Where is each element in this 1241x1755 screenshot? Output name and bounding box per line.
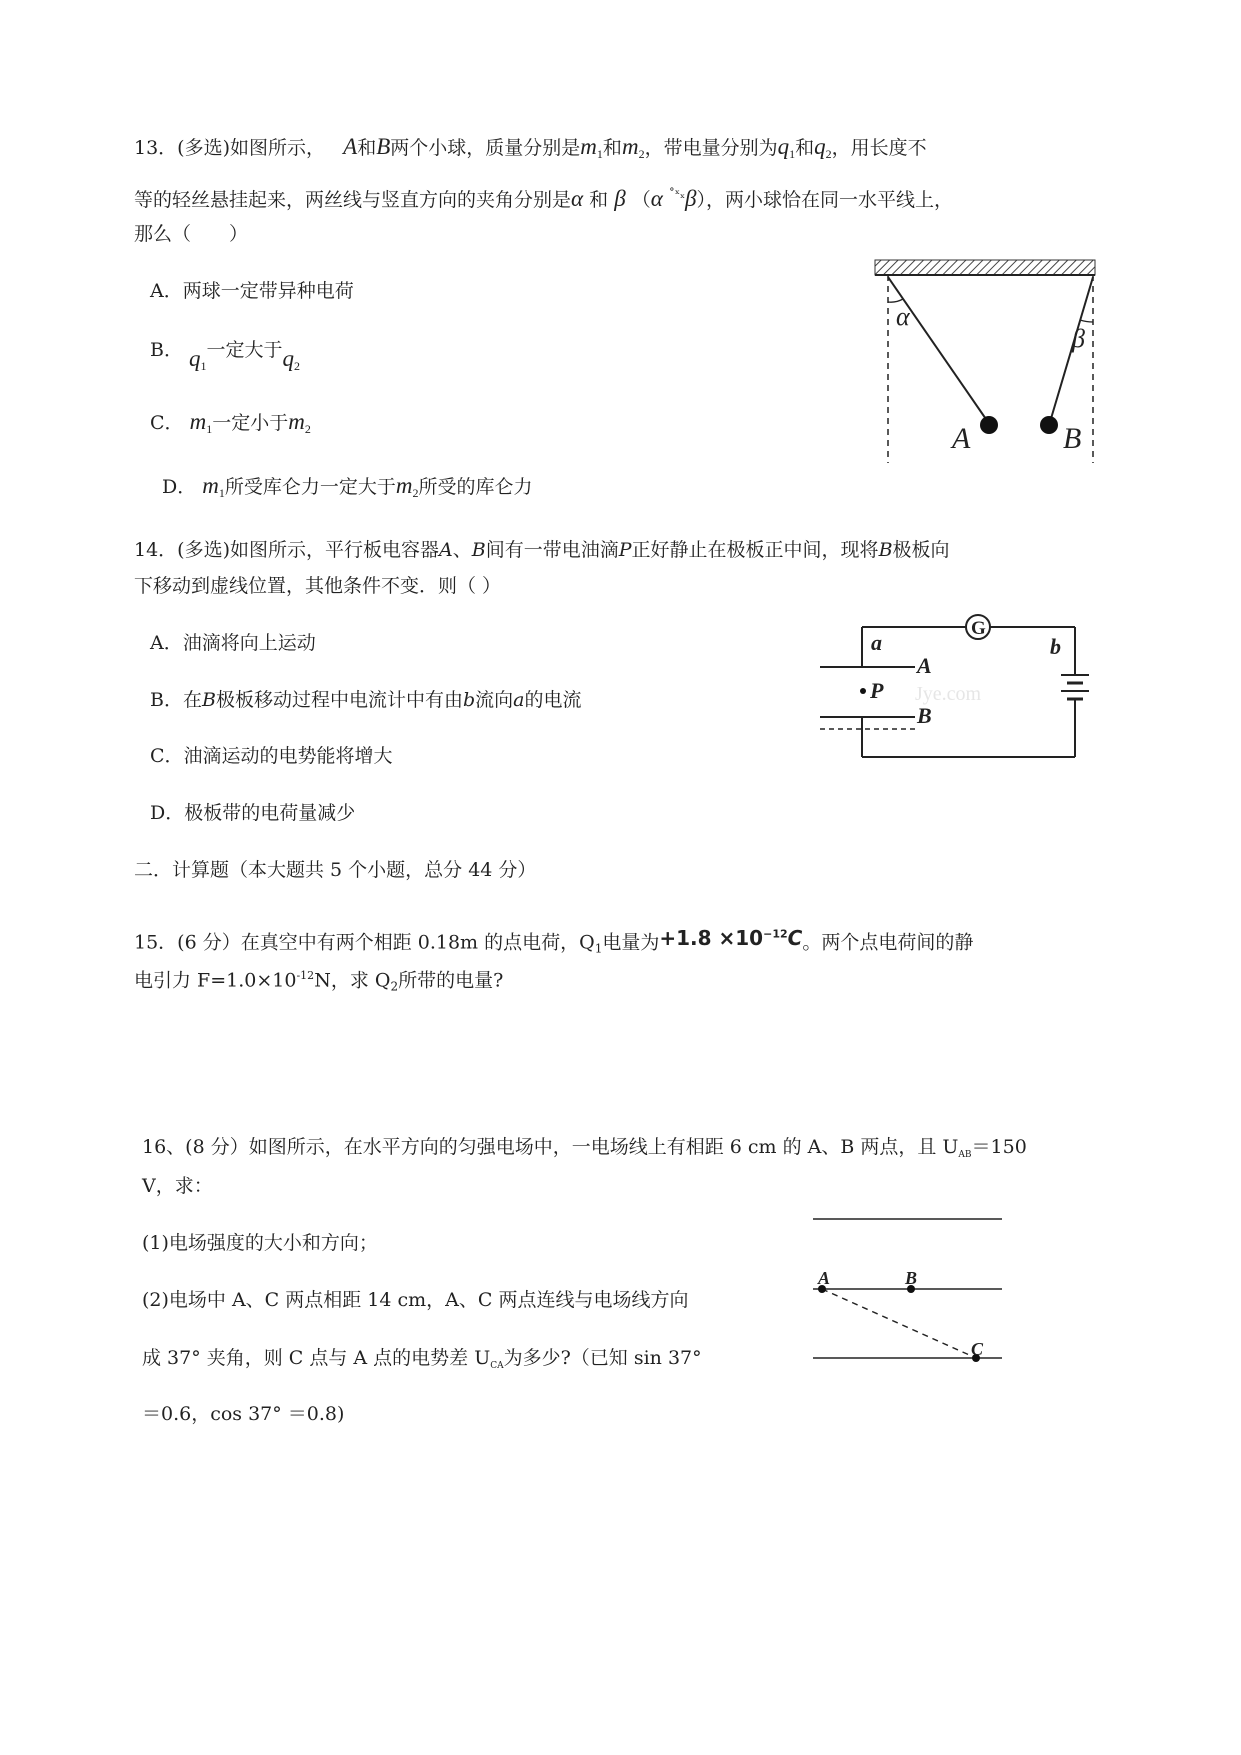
- label-b: B: [905, 1268, 918, 1288]
- sub: 1: [594, 941, 603, 956]
- var-q2: [283, 346, 301, 371]
- text: 一定小于: [212, 412, 289, 434]
- text: 、: [452, 539, 472, 561]
- text: 电量为: [602, 931, 660, 954]
- sub: 1: [789, 147, 796, 161]
- q16-figure: [810, 1210, 1010, 1380]
- q16-part4: ＝0.6，cos 37° ＝0.8): [142, 1403, 345, 1425]
- q13-line1: [134, 135, 927, 166]
- sub: 2: [638, 147, 645, 161]
- segment-ac: [822, 1289, 976, 1358]
- q14-option-b: [150, 688, 581, 712]
- watermark: Jye.com: [915, 683, 982, 705]
- oil-drop: [860, 688, 866, 694]
- text: 成 37° 夹角，则 C 点与 A 点的电势差 U: [142, 1347, 491, 1369]
- sub: 1: [200, 359, 207, 373]
- q14-figure: [815, 605, 1095, 780]
- q16-line1: [142, 1135, 1027, 1167]
- q14-line1: [134, 538, 950, 562]
- label-a: A: [818, 1268, 831, 1288]
- q15-line2: [134, 964, 503, 998]
- var-beta2: β: [685, 186, 697, 211]
- label-alpha: α: [896, 302, 910, 331]
- sub: 2: [294, 359, 301, 373]
- var-A: A: [439, 539, 453, 561]
- text: ，带电量分别为: [644, 137, 778, 159]
- q16-line2: V，求：: [142, 1175, 213, 1197]
- option-label: B．: [150, 339, 183, 361]
- q16-part3: [142, 1346, 702, 1378]
- var-m1: [202, 473, 225, 498]
- var-B: B: [471, 539, 486, 561]
- m: m: [288, 409, 305, 434]
- text: 电引力 F=1.0×10: [134, 969, 297, 992]
- label-plate-a: A: [917, 653, 932, 678]
- var-alpha: α: [571, 186, 584, 211]
- text: 。两个点电荷间的静: [802, 931, 974, 954]
- m: m: [395, 473, 413, 498]
- var-q1: [778, 134, 796, 159]
- string-a: [888, 277, 988, 422]
- label-b: b: [1050, 634, 1061, 659]
- label-c: C: [971, 1339, 984, 1359]
- label-beta: β: [1072, 324, 1085, 353]
- var-m2: [622, 134, 645, 159]
- text: 两个小球，质量分别是: [390, 137, 581, 159]
- text: 14．(多选)如图所示，平行板电容器: [134, 539, 440, 561]
- q13-option-c: [150, 410, 311, 441]
- q: q: [814, 134, 826, 159]
- var-A: A: [343, 134, 358, 159]
- var-m2: [396, 473, 419, 498]
- text: 15．(6 分）在真空中有两个相距 0.18m 的点电荷，Q: [134, 931, 595, 954]
- q13-option-d: [162, 474, 533, 505]
- text: 所受库仑力一定大于: [224, 476, 396, 498]
- ball-a: [980, 416, 998, 434]
- garbled-symbol: ˚ˣₓ: [668, 187, 686, 201]
- sub: AB: [958, 1150, 972, 1160]
- m: m: [202, 473, 219, 498]
- sub: 2: [412, 486, 419, 500]
- var-m1: [190, 409, 213, 434]
- var-alpha2: α: [650, 186, 663, 211]
- sub: 2: [825, 147, 832, 161]
- text: ），两小球恰在同一水平线上，: [696, 189, 954, 211]
- q: q: [189, 346, 201, 371]
- q16-part2: (2)电场中 A、C 两点相距 14 cm，A、C 两点连线与电场线方向: [142, 1289, 689, 1311]
- var-b: b: [462, 689, 476, 711]
- q14-line2: 下移动到虚线位置，其他条件不变．则（ ）: [134, 575, 502, 597]
- q16-part1: (1)电场强度的大小和方向；: [142, 1232, 378, 1254]
- text: 极板移动过程中电流计中有由: [215, 689, 463, 711]
- text: 所受的库仑力: [418, 476, 533, 498]
- q13-line3: 那么（ ）: [134, 223, 249, 245]
- label-a: a: [871, 630, 882, 655]
- sub: 1: [218, 486, 225, 500]
- sub: 2: [304, 422, 311, 436]
- option-label: D．: [162, 476, 197, 498]
- q: q: [777, 134, 790, 159]
- label-g: G: [971, 618, 986, 639]
- var-m1: [580, 134, 603, 159]
- text: B．在: [150, 689, 202, 711]
- sub: 1: [206, 422, 213, 436]
- sub: 2: [390, 979, 399, 994]
- q13-option-a: A．两球一定带异种电荷: [150, 280, 354, 302]
- sub: CA: [490, 1361, 504, 1371]
- q15-line1: [134, 926, 973, 961]
- text: （: [631, 189, 651, 211]
- var-q1: [189, 346, 207, 371]
- q13-figure: [860, 255, 1110, 470]
- q14-option-a: A．油滴将向上运动: [150, 632, 316, 654]
- m: m: [189, 409, 207, 434]
- q14-option-d: D．极板带的电荷量减少: [150, 802, 356, 824]
- text: 间有一带电油滴: [485, 539, 619, 561]
- text: 为多少?（已知 sin 37°: [503, 1347, 702, 1369]
- text: 流向: [475, 689, 514, 711]
- var-B: B: [201, 689, 216, 711]
- m: m: [621, 134, 639, 159]
- text: 等的轻丝悬挂起来，两丝线与竖直方向的夹角分别是: [134, 189, 572, 211]
- text: 正好静止在极板正中间，现将: [631, 539, 879, 561]
- exponent: -12: [296, 969, 315, 982]
- sub: 1: [596, 147, 603, 161]
- q: q: [282, 346, 295, 371]
- var-a: a: [513, 689, 525, 711]
- text: ，用长度不: [831, 137, 927, 159]
- label-a: A: [952, 422, 971, 455]
- text: 一定大于: [206, 339, 283, 361]
- text: 极板向: [892, 539, 950, 561]
- charge-unit: C: [787, 925, 803, 950]
- label-b: B: [1063, 422, 1082, 455]
- var-P: P: [618, 539, 632, 561]
- text: 和: [357, 137, 377, 159]
- text: N，求 Q: [314, 969, 391, 992]
- text: 16、(8 分）如图所示，在水平方向的匀强电场中，一电场线上有相距 6 cm 的 A、B 两点，且 U: [142, 1136, 959, 1158]
- var-m2: [288, 409, 311, 434]
- text: 和: [795, 137, 815, 159]
- angle-arc-beta: [1080, 320, 1093, 322]
- q13-option-b: [150, 337, 301, 373]
- text: 所带的电量?: [398, 969, 504, 992]
- var-beta: β: [614, 186, 626, 211]
- text: 13．(多选)如图所示，: [134, 137, 326, 159]
- ball-b: [1040, 416, 1058, 434]
- text: 和: [602, 137, 622, 159]
- option-label: C．: [150, 412, 184, 434]
- charge-value: [659, 926, 802, 950]
- q14-option-c: C．油滴运动的电势能将增大: [150, 745, 393, 767]
- var-q2: [814, 134, 832, 159]
- text: 和: [589, 189, 609, 211]
- q13-line2: [134, 182, 953, 212]
- text: 的电流: [524, 689, 582, 711]
- label-p: P: [870, 678, 884, 703]
- charge-exponent: −12: [763, 927, 788, 940]
- var-B: B: [878, 539, 893, 561]
- charge-mantissa: +1.8 ×10: [659, 925, 764, 950]
- label-plate-b: B: [917, 703, 932, 728]
- var-B: B: [376, 134, 391, 159]
- section-2-title: 二．计算题（本大题共 5 个小题，总分 44 分）: [134, 859, 537, 881]
- m: m: [580, 134, 597, 159]
- ceiling: [875, 260, 1095, 275]
- text: ＝150: [971, 1136, 1027, 1158]
